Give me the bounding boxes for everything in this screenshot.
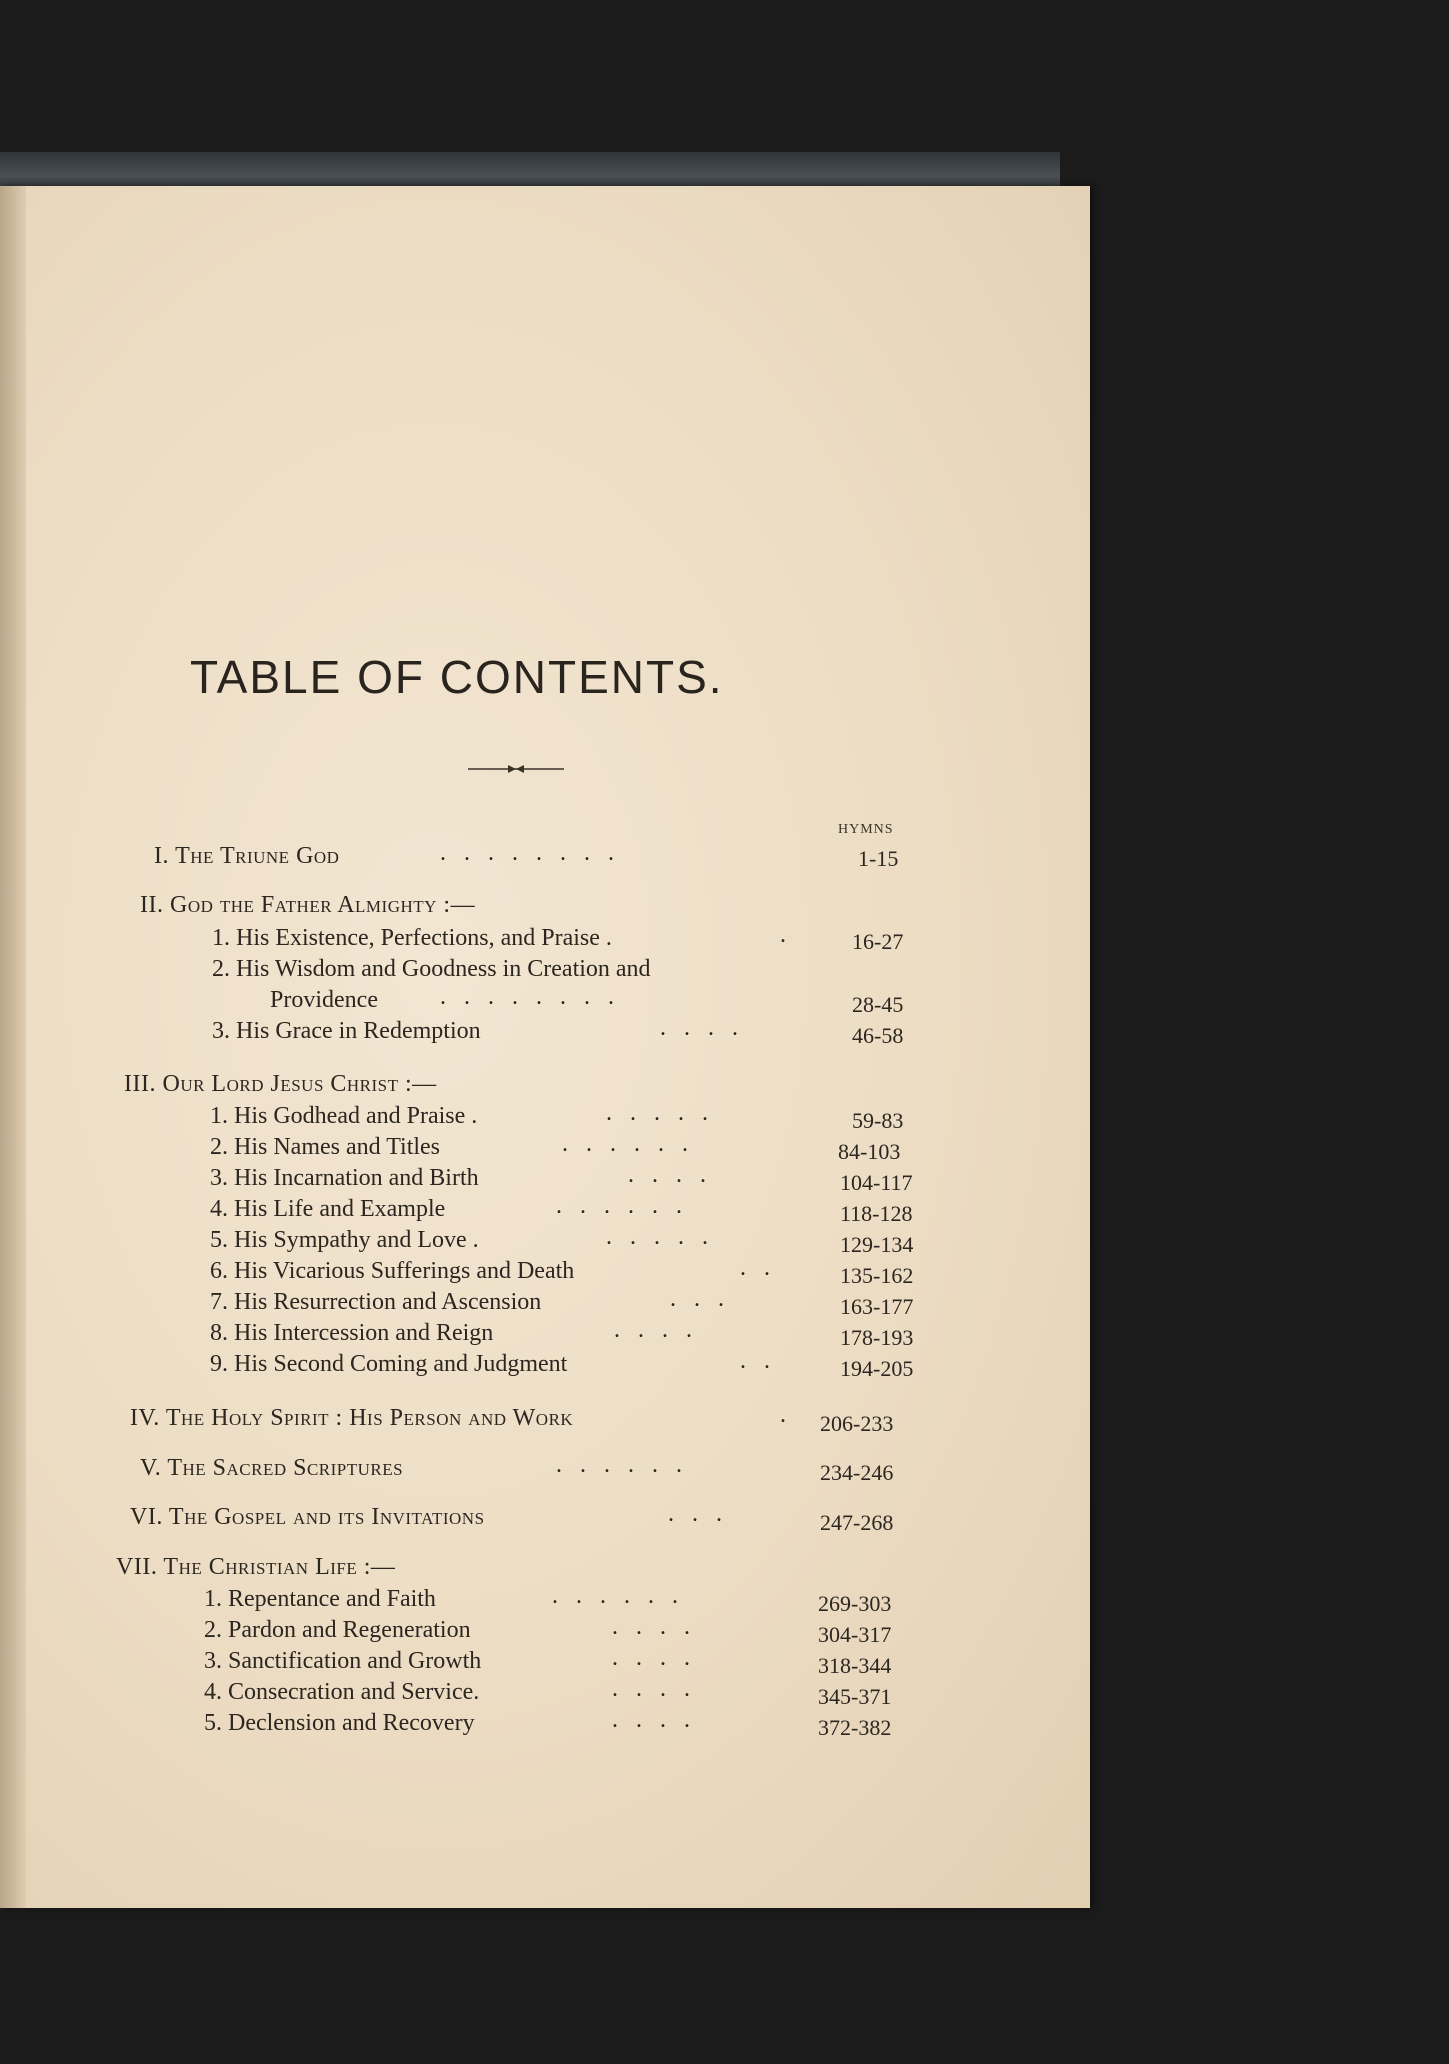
dot-leaders: ........ (440, 984, 632, 1010)
item-title: Sanctification and Growth (228, 1648, 482, 1674)
hymn-range: 206-233 (820, 1411, 894, 1436)
dot-leaders: . (780, 922, 804, 948)
item-number: 2. (204, 1617, 222, 1643)
list-item (210, 1257, 574, 1285)
item-title: His Second Coming and Judgment (234, 1351, 568, 1377)
list-item (204, 1647, 481, 1675)
item-title: Consecration and Service. (228, 1679, 480, 1705)
dot-leaders: .... (612, 1676, 708, 1702)
item-number: 4. (204, 1679, 222, 1705)
book-page (0, 186, 1090, 1908)
dot-leaders: .. (740, 1255, 788, 1281)
dot-leaders: .... (628, 1162, 724, 1188)
section-heading (140, 891, 475, 919)
section-title: The Christian Life :— (163, 1554, 396, 1580)
item-title: His Wisdom and Goodness in Creation and (236, 956, 651, 982)
hymn-range: 129-134 (840, 1232, 914, 1257)
hymn-range: 84-103 (838, 1139, 901, 1164)
list-item (210, 1164, 479, 1192)
item-title: His Incarnation and Birth (234, 1165, 479, 1191)
section-heading (130, 1404, 573, 1432)
section-title: The Holy Spirit : His Person and Work (165, 1405, 574, 1431)
item-title: His Grace in Redemption (236, 1018, 481, 1044)
item-title: His Existence, Perfections, and Praise . (236, 925, 612, 951)
item-number: 5. (210, 1227, 228, 1253)
section-numeral: VII. (116, 1554, 158, 1580)
hymn-range: 178-193 (840, 1325, 914, 1350)
dot-leaders: ..... (606, 1100, 726, 1126)
list-item (204, 1709, 475, 1737)
section-title: Our Lord Jesus Christ :— (162, 1071, 437, 1097)
section-numeral: III. (124, 1071, 156, 1097)
list-item (210, 1226, 479, 1254)
section-heading (140, 1454, 403, 1482)
section-title: The Triune God (175, 843, 340, 869)
hymn-range: 345-371 (818, 1684, 892, 1709)
ornament-divider-icon (468, 762, 564, 776)
dot-leaders: ... (668, 1501, 740, 1527)
item-number: 2. (212, 956, 230, 982)
hymn-range: 318-344 (818, 1653, 892, 1678)
hymn-range: 16-27 (852, 929, 904, 954)
section-heading (154, 842, 339, 870)
item-number: 1. (204, 1586, 222, 1612)
item-title: His Resurrection and Ascension (234, 1289, 542, 1315)
hymn-range: 304-317 (818, 1622, 892, 1647)
item-title: Declension and Recovery (228, 1710, 475, 1736)
hymn-range: 59-83 (852, 1108, 904, 1133)
item-number: 7. (210, 1289, 228, 1315)
hymn-range: 194-205 (840, 1356, 914, 1381)
section-numeral: II. (140, 892, 164, 918)
list-item (210, 1319, 493, 1347)
section-heading (130, 1503, 485, 1531)
column-header-hymns: HYMNS (838, 822, 894, 837)
list-item (210, 1195, 445, 1223)
dot-leaders: .... (614, 1317, 710, 1343)
dot-leaders: . (780, 1402, 804, 1428)
dot-leaders: ........ (440, 840, 632, 866)
hymn-range: 163-177 (840, 1294, 914, 1319)
item-title: His Sympathy and Love . (234, 1227, 479, 1253)
section-title: God the Father Almighty :— (169, 892, 476, 918)
dot-leaders: ... (670, 1286, 742, 1312)
list-item (204, 1585, 436, 1613)
hymn-range: 28-45 (852, 992, 904, 1017)
dot-leaders: ...... (562, 1131, 706, 1157)
dot-leaders: .... (660, 1015, 756, 1041)
hymn-range: 104-117 (840, 1170, 913, 1195)
item-number: 5. (204, 1710, 222, 1736)
list-item (212, 1017, 481, 1045)
dot-leaders: .... (612, 1614, 708, 1640)
list-item (212, 955, 651, 983)
hymn-range: 234-246 (820, 1460, 894, 1485)
item-number: 1. (210, 1103, 228, 1129)
hymn-range: 372-382 (818, 1715, 892, 1740)
section-numeral: VI. (130, 1504, 163, 1530)
item-number: 3. (212, 1018, 230, 1044)
list-item (210, 1350, 567, 1378)
section-numeral: V. (140, 1455, 162, 1481)
dot-leaders: .... (612, 1645, 708, 1671)
hymn-range: 135-162 (840, 1263, 914, 1288)
item-title: Repentance and Faith (228, 1586, 436, 1612)
dot-leaders: .. (740, 1348, 788, 1374)
section-numeral: IV. (130, 1405, 160, 1431)
item-number: 9. (210, 1351, 228, 1377)
section-heading (124, 1070, 437, 1098)
dot-leaders: ..... (606, 1224, 726, 1250)
item-title: His Intercession and Reign (234, 1320, 494, 1346)
section-title: The Gospel and its Invitations (168, 1504, 485, 1530)
hymn-range: 269-303 (818, 1591, 892, 1616)
section-numeral: I. (154, 843, 169, 869)
item-number: 3. (204, 1648, 222, 1674)
dot-leaders: ...... (556, 1452, 700, 1478)
hymn-range: 247-268 (820, 1510, 894, 1535)
list-item (204, 1678, 479, 1706)
page-title: TABLE OF CONTENTS. (190, 651, 724, 703)
item-number: 6. (210, 1258, 228, 1284)
item-number: 8. (210, 1320, 228, 1346)
dot-leaders: .... (612, 1707, 708, 1733)
item-title: His Names and Titles (234, 1134, 441, 1160)
hymn-range: 46-58 (852, 1023, 904, 1048)
list-item (210, 1288, 541, 1316)
list-item (210, 1133, 440, 1161)
hymn-range: 118-128 (840, 1201, 913, 1226)
item-number: 3. (210, 1165, 228, 1191)
item-number: 1. (212, 925, 230, 951)
page-gutter (0, 186, 26, 1908)
hymn-range: 1-15 (858, 846, 899, 871)
item-continuation: Providence (270, 987, 378, 1013)
item-title: His Vicarious Sufferings and Death (234, 1258, 575, 1284)
list-item (212, 924, 612, 952)
dot-leaders: ...... (556, 1193, 700, 1219)
item-title: His Godhead and Praise . (234, 1103, 478, 1129)
section-title: The Sacred Scriptures (167, 1455, 404, 1481)
dot-leaders: ...... (552, 1583, 696, 1609)
item-number: 2. (210, 1134, 228, 1160)
item-number: 4. (210, 1196, 228, 1222)
list-item (210, 1102, 477, 1130)
item-title: His Life and Example (234, 1196, 446, 1222)
list-item (204, 1616, 471, 1644)
item-title: Pardon and Regeneration (228, 1617, 471, 1643)
section-heading (116, 1553, 395, 1581)
